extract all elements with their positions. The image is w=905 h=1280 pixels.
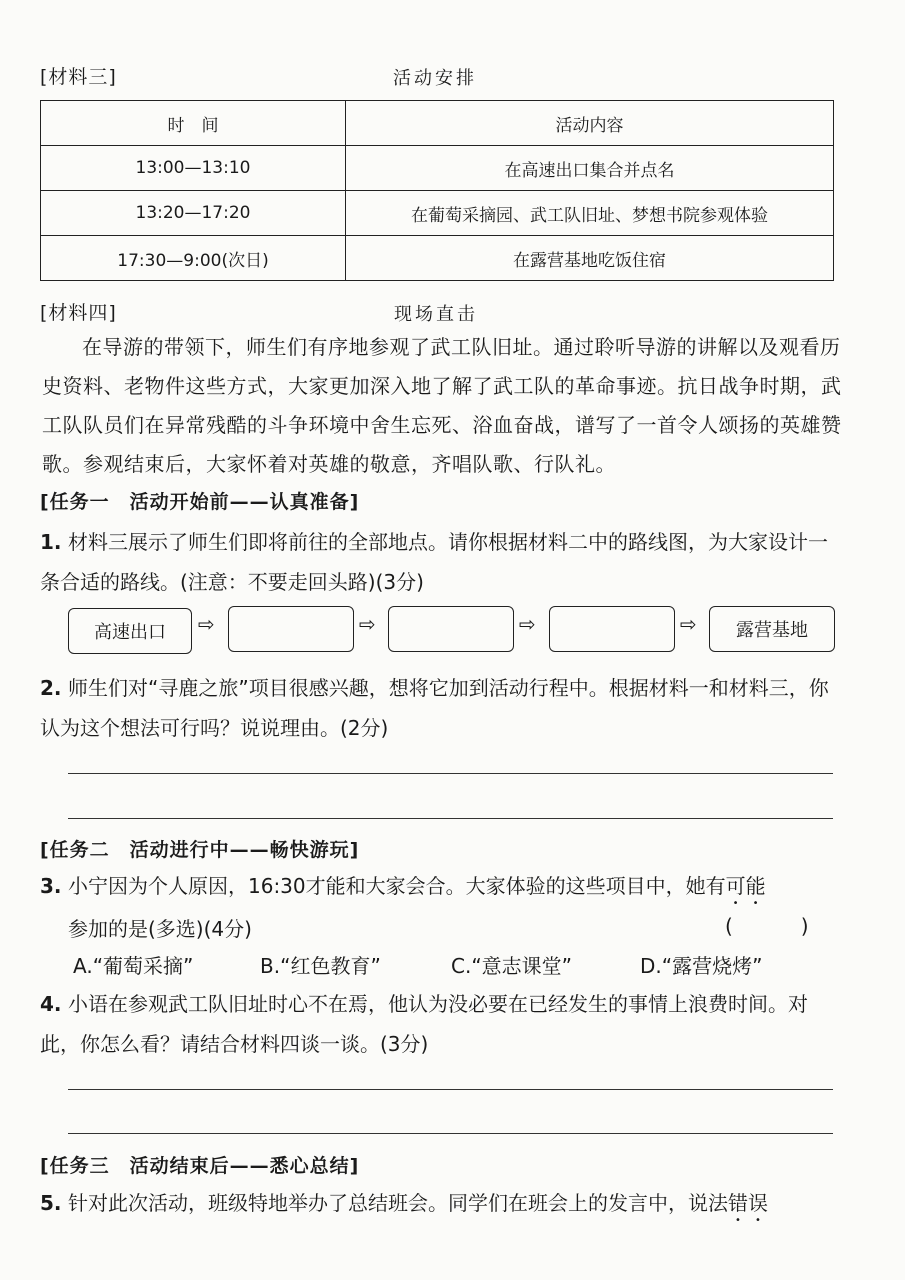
question-number: 3. — [40, 874, 62, 898]
task3-heading: [任务三 活动结束后——悉心总结] — [40, 1155, 360, 1177]
route-box-end: 露营基地 — [709, 606, 835, 652]
question-1 — [40, 522, 840, 602]
question-5 — [40, 1183, 840, 1226]
question-number: 1. — [40, 530, 62, 554]
question-text: 师生们对“寻鹿之旅”项目很感兴趣，想将它加到活动行程中。根据材料一和材料三，你认为这个想法可行吗？说说理由。(2分) — [40, 676, 829, 740]
table-cell-content: 在露营基地吃饭住宿 — [346, 236, 834, 281]
question-number: 5. — [40, 1191, 62, 1215]
route-arrow-icon: ⇨ — [680, 612, 697, 636]
answer-bracket[interactable]: ( ) — [725, 914, 811, 938]
option-c[interactable]: C.“意志课堂” — [451, 954, 573, 978]
emphasized-text: 错误 — [728, 1191, 768, 1215]
table-cell-time: 13:00—13:10 — [41, 146, 346, 191]
route-box-blank-3[interactable] — [549, 606, 675, 652]
route-arrow-icon: ⇨ — [359, 612, 376, 636]
answer-line[interactable] — [68, 1089, 833, 1090]
material3-title: 活动安排 — [393, 68, 477, 89]
material4-paragraph: 在导游的带领下，师生们有序地参观了武工队旧址。通过聆听导游的讲解以及观看历史资料、老物件这些方式，大家更加深入地了解了武工队的革命事迹。抗日战争时期，武工队队员们在异常残酷的斗争环境中舍生忘死、浴血奋战，谱写了一首令人颂扬的英雄赞歌。参观结束后，大家怀着对英雄的敬意，齐唱队歌、行队礼。 — [42, 335, 842, 476]
option-b[interactable]: B.“红色教育” — [260, 954, 381, 978]
table-cell-content: 在高速出口集合并点名 — [346, 146, 834, 191]
question-text: 小语在参观武工队旧址时心不在焉，他认为没必要在已经发生的事情上浪费时间。对此，你怎么看？请结合材料四谈一谈。(3分) — [40, 992, 808, 1056]
question-3 — [40, 866, 840, 949]
question-text: 材料三展示了师生们即将前往的全部地点。请你根据材料二中的路线图，为大家设计一条合适的路线。(注意：不要走回头路)(3分) — [40, 530, 828, 594]
table-cell-content: 在葡萄采摘园、武工队旧址、梦想书院参观体验 — [346, 191, 834, 236]
answer-line[interactable] — [68, 773, 833, 774]
route-arrow-icon: ⇨ — [519, 612, 536, 636]
question-number: 4. — [40, 992, 62, 1016]
question-text-continued: 参加的是(多选)(4分) — [68, 917, 252, 941]
route-arrow-icon: ⇨ — [198, 612, 215, 636]
route-box-blank-1[interactable] — [228, 606, 354, 652]
material4-label: [材料四] — [40, 302, 117, 324]
table-cell-time: 17:30—9:00(次日) — [41, 236, 346, 281]
answer-line[interactable] — [68, 1133, 833, 1134]
route-box-start: 高速出口 — [68, 608, 192, 654]
question-text: 针对此次活动，班级特地举办了总结班会。同学们在班会上的发言中，说法 — [68, 1191, 728, 1215]
table-header-row — [41, 101, 834, 146]
route-box-blank-2[interactable] — [388, 606, 514, 652]
table-row — [41, 236, 834, 281]
question-number: 2. — [40, 676, 62, 700]
answer-line[interactable] — [68, 818, 833, 819]
table-header-content: 活动内容 — [346, 101, 834, 146]
table-row — [41, 191, 834, 236]
option-a[interactable]: A.“葡萄采摘” — [73, 954, 194, 978]
material3-label: [材料三] — [40, 66, 117, 88]
material4-title: 现场直击 — [394, 304, 478, 325]
task1-heading: [任务一 活动开始前——认真准备] — [40, 491, 360, 513]
schedule-table — [40, 100, 834, 281]
table-row — [41, 146, 834, 191]
option-d[interactable]: D.“露营烧烤” — [640, 954, 763, 978]
question-2 — [40, 668, 840, 748]
table-header-time: 时 间 — [41, 101, 346, 146]
emphasized-text: 可能 — [725, 874, 766, 898]
question-4 — [40, 984, 840, 1064]
task2-heading: [任务二 活动进行中——畅快游玩] — [40, 839, 360, 861]
question-text: 小宁因为个人原因，16:30才能和大家会合。大家体验的这些项目中，她有 — [68, 874, 726, 898]
table-cell-time: 13:20—17:20 — [41, 191, 346, 236]
